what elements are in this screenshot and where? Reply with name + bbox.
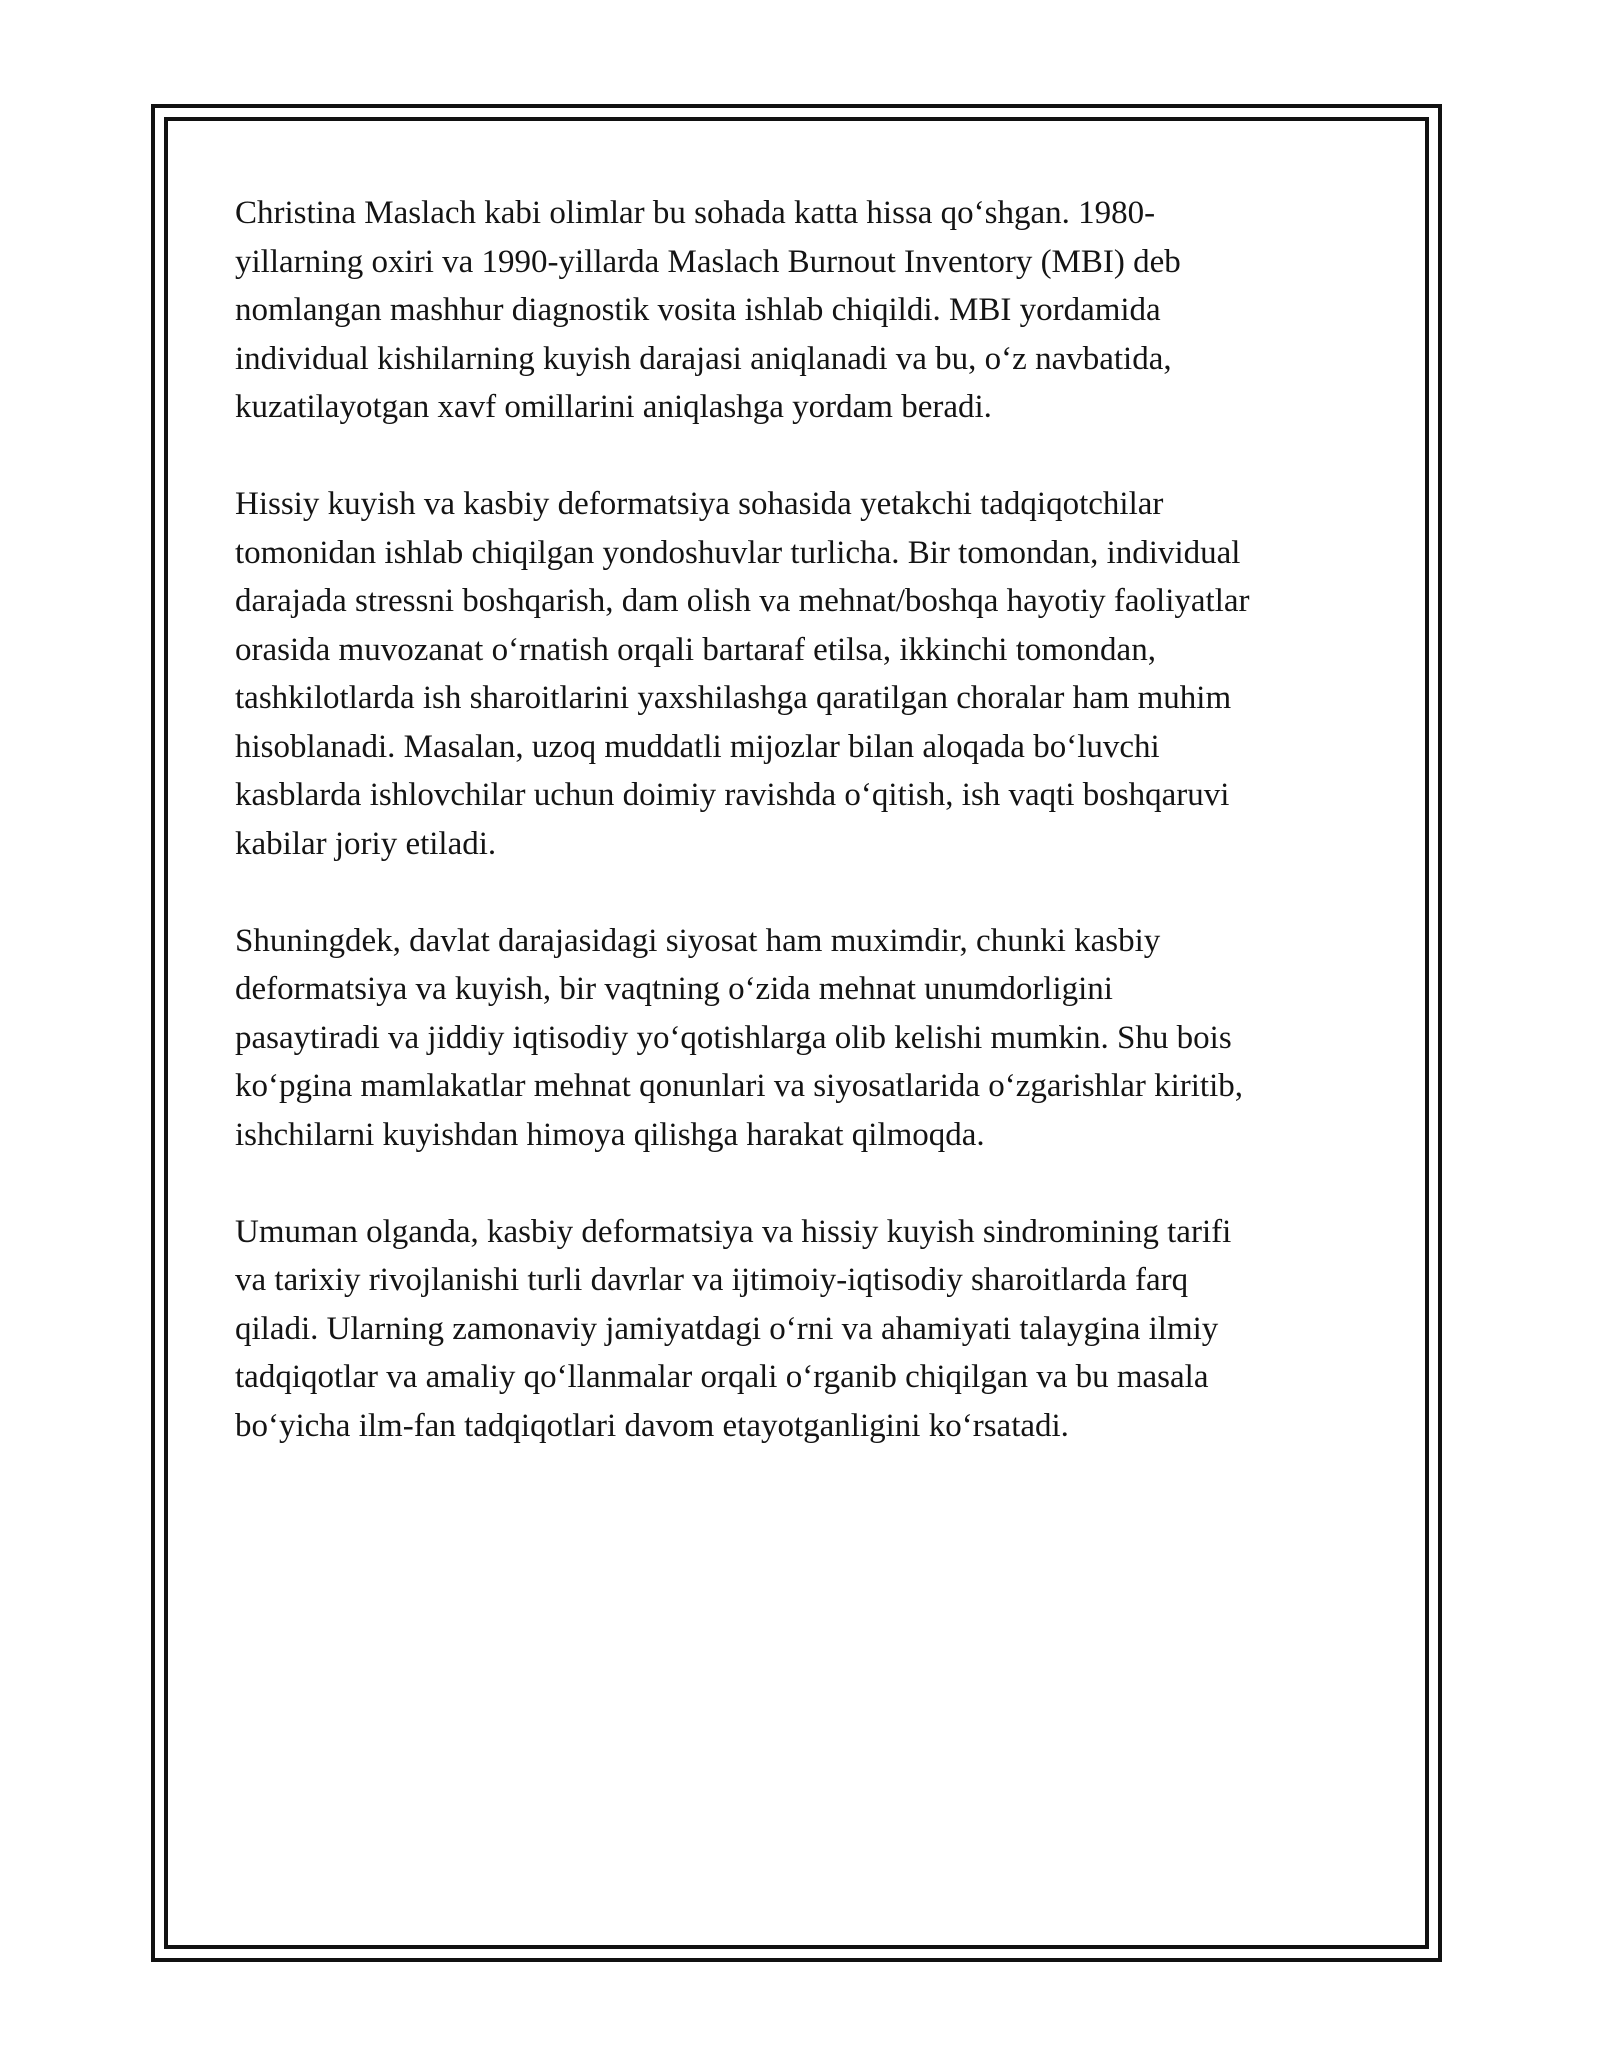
text-line: qiladi. Ularning zamonaviy jamiyatdagi o‘rni va ahamiyati talaygina ilmiy — [235, 1310, 1219, 1347]
paragraph-1 — [235, 189, 1365, 432]
text-line: bo‘yicha ilm-fan tadqiqotlari davom etayotganligini ko‘rsatadi. — [235, 1407, 1069, 1444]
text-line: kuzatilayotgan xavf omillarini aniqlashga yordam beradi. — [235, 389, 992, 425]
text-line: Hissiy kuyish va kasbiy deformatsiya sohasida yetakchi tadqiqotchilar — [235, 486, 1164, 522]
text-line: Shuningdek, davlat darajasidagi siyosat ham muximdir, chunki kasbiy — [235, 922, 1161, 959]
text-line: Umuman olganda, kasbiy deformatsiya va hissiy kuyish sindromining tarifi — [235, 1213, 1232, 1250]
document-body — [235, 189, 1365, 1499]
paragraph-3 — [235, 917, 1365, 1160]
text-line: kasblarda ishlovchilar uchun doimiy ravishda o‘qitish, ish vaqti boshqaruvi — [235, 777, 1230, 813]
text-line: yillarning oxiri va 1990-yillarda Maslach Burnout Inventory (MBI) deb — [235, 243, 1181, 280]
text-line: nomlangan mashhur diagnostik vosita ishlab chiqildi. MBI yordamida — [235, 292, 1161, 328]
text-line: tashkilotlarda ish sharoitlarini yaxshilashga qaratilgan choralar ham muhim — [235, 680, 1232, 716]
text-line: Christina Maslach kabi olimlar bu sohada katta hissa qo‘shgan. 1980- — [235, 195, 1156, 231]
text-line: pasaytiradi va jiddiy iqtisodiy yo‘qotishlarga olib kelishi mumkin. Shu bois — [235, 1019, 1232, 1056]
text-line: darajada stressni boshqarish, dam olish va mehnat/boshqa hayotiy faoliyatlar — [235, 583, 1250, 619]
paragraph-2 — [235, 480, 1365, 868]
text-line: orasida muvozanat o‘rnatish orqali bartaraf etilsa, ikkinchi tomondan, — [235, 631, 1156, 668]
text-line: hisoblanadi. Masalan, uzoq muddatli mijozlar bilan aloqada bo‘luvchi — [235, 728, 1160, 765]
text-line: tadqiqotlar va amaliy qo‘llanmalar orqali o‘rganib chiqilgan va bu masala — [235, 1359, 1209, 1395]
text-line: va tarixiy rivojlanishi turli davrlar va ijtimoiy-iqtisodiy sharoitlarda farq — [235, 1262, 1189, 1298]
text-line: ishchilarni kuyishdan himoya qilishga harakat qilmoqda. — [235, 1116, 985, 1153]
text-line: individual kishilarning kuyish darajasi aniqlanadi va bu, o‘z navbatida, — [235, 340, 1172, 377]
text-line: tomonidan ishlab chiqilgan yondoshuvlar turlicha. Bir tomondan, individual — [235, 534, 1241, 571]
paragraph-4 — [235, 1208, 1365, 1451]
text-line: deformatsiya va kuyish, bir vaqtning o‘zida mehnat unumdorligini — [235, 971, 1113, 1007]
text-line: ko‘pgina mamlakatlar mehnat qonunlari va siyosatlarida o‘zgarishlar kiritib, — [235, 1068, 1244, 1104]
text-line: kabilar joriy etiladi. — [235, 825, 497, 862]
